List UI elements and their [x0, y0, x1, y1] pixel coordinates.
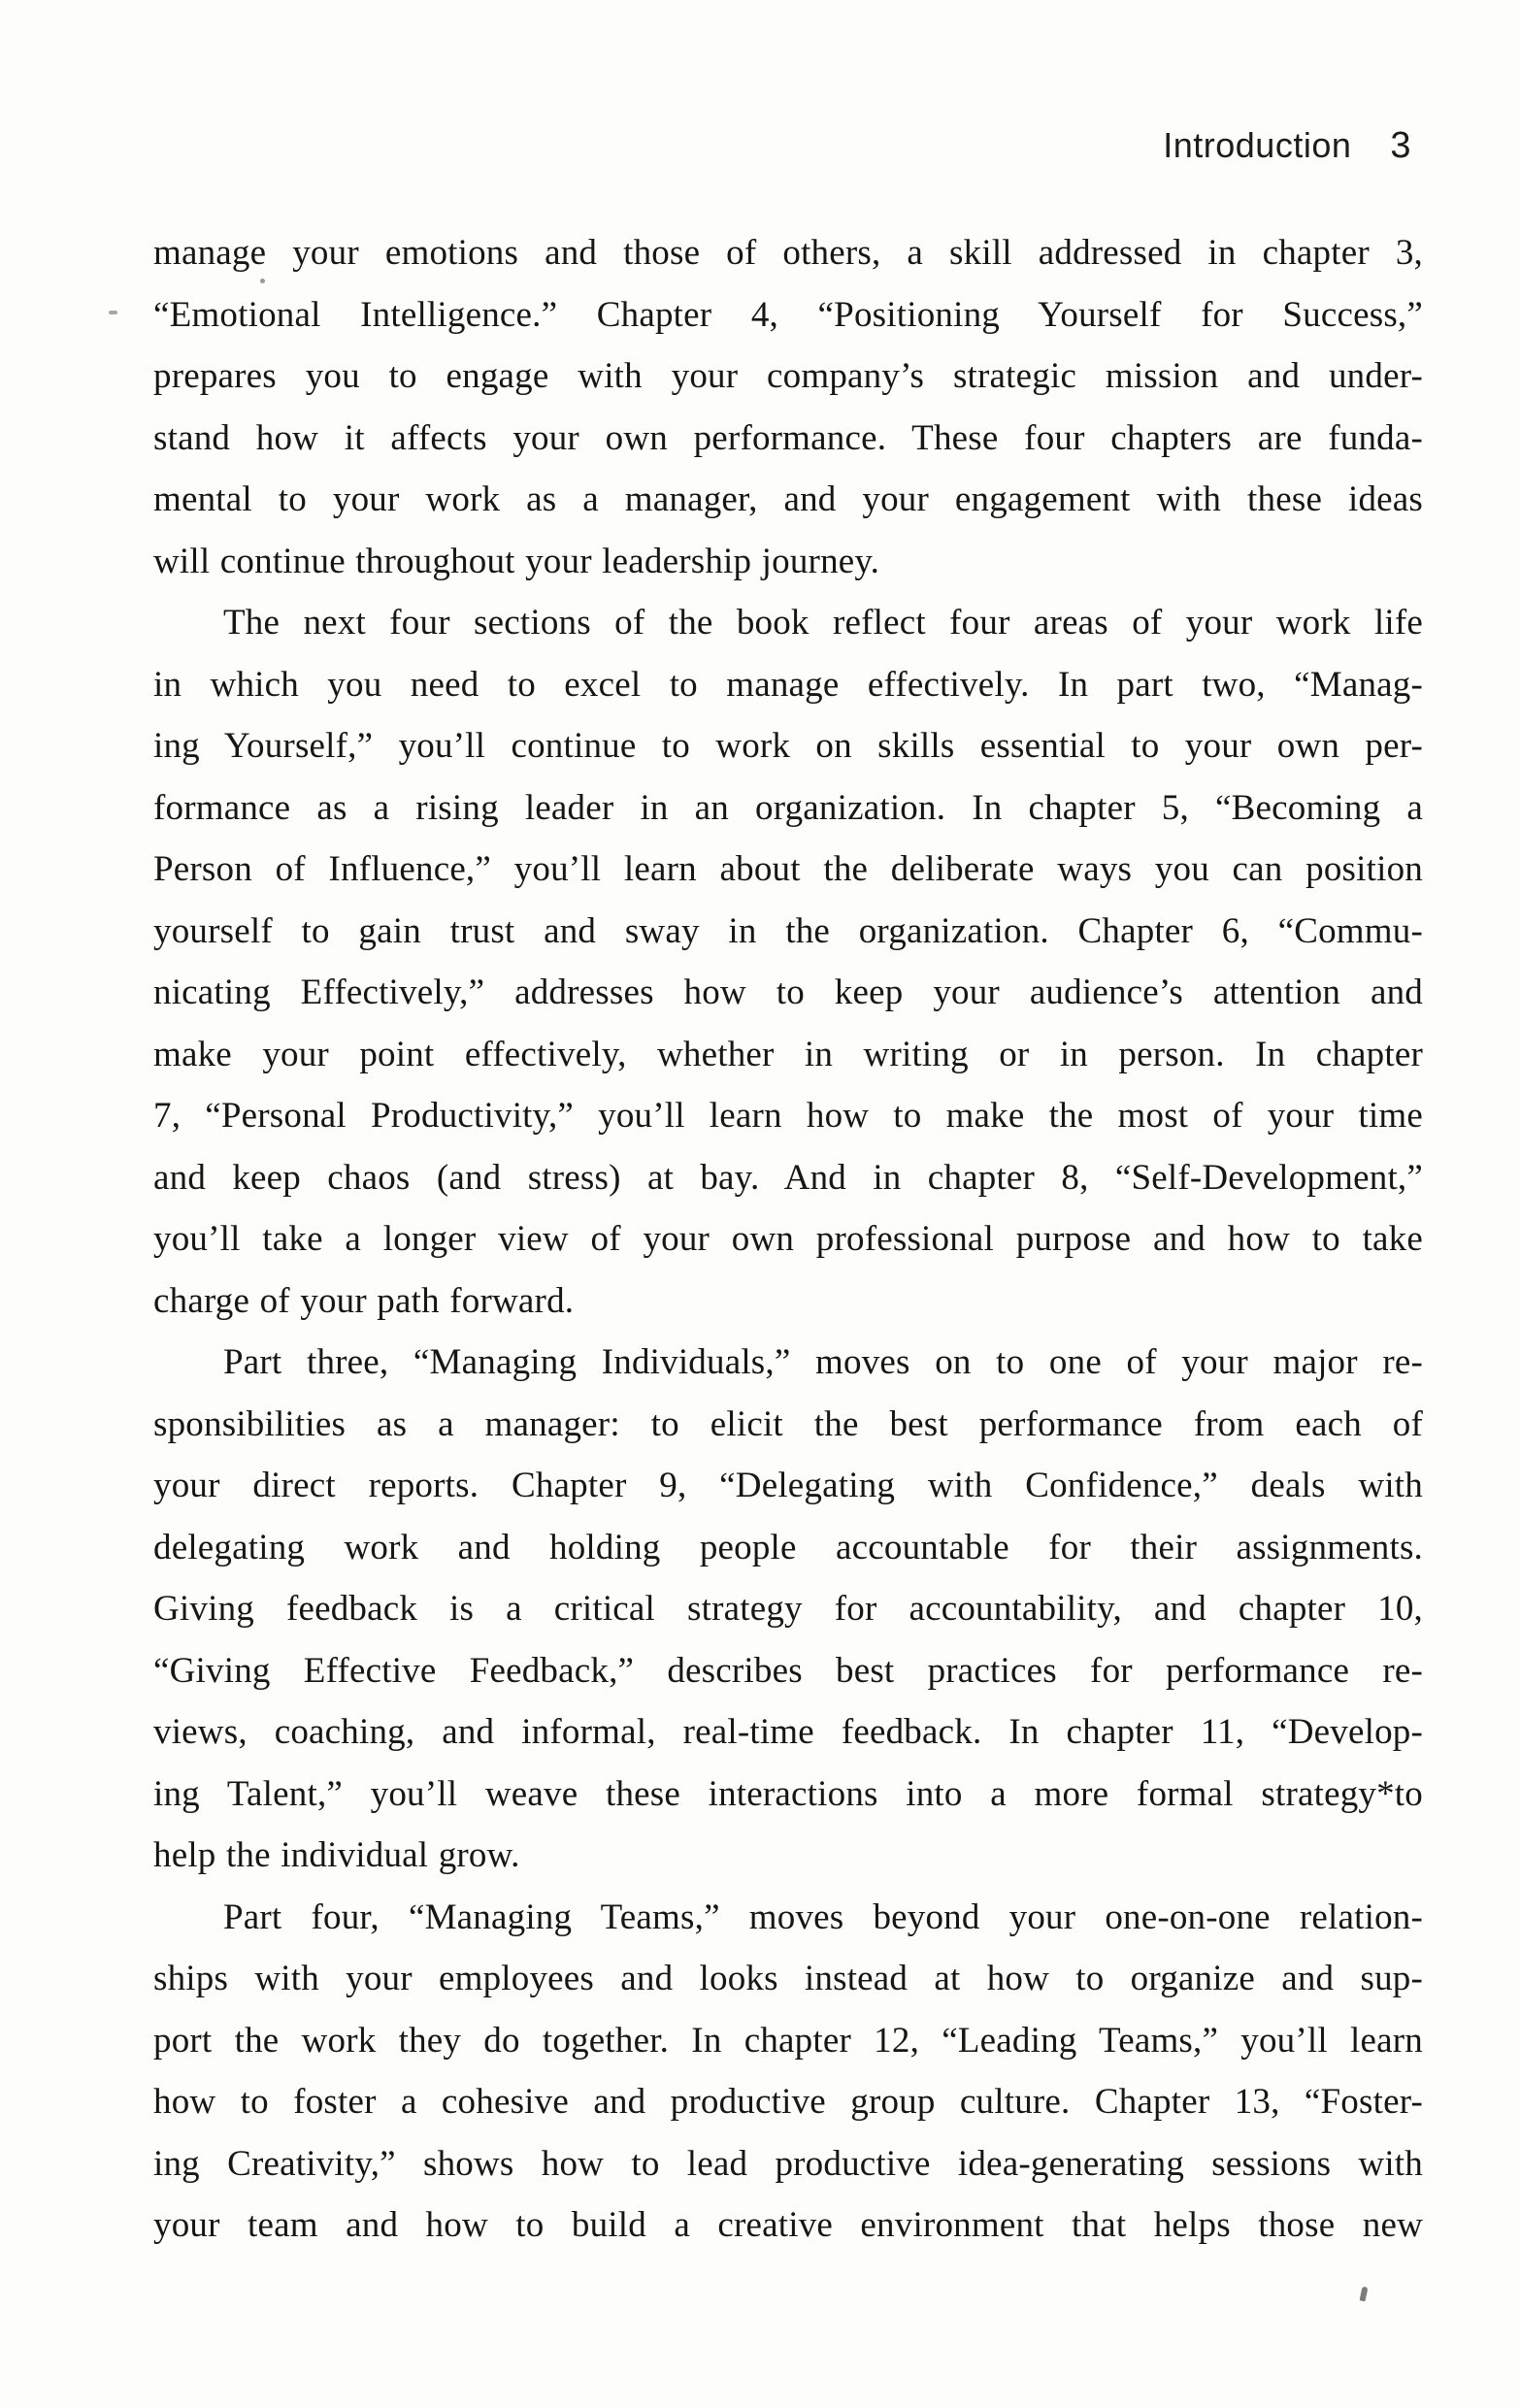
text-line: “Emotional Intelligence.” Chapter 4, “Positioning Yourself for Success,”	[153, 294, 1423, 335]
text-line: charge of your path forward.	[153, 1280, 575, 1321]
text-line: nicating Effectively,” addresses how to keep your audience’s attention and	[153, 973, 1423, 1012]
text-line: how to foster a cohesive and productive group culture. Chapter 13, “Foster-	[153, 2082, 1423, 2122]
scan-artifact-apostrophe	[1360, 2287, 1369, 2302]
text-line: in which you need to excel to manage effectively. In part two, “Manag-	[153, 664, 1423, 705]
page-header	[1163, 126, 1411, 165]
text-line: “Giving Effective Feedback,” describes best practices for performance re-	[153, 1650, 1423, 1691]
page-body	[153, 222, 1423, 2257]
text-line: The next four sections of the book reflect four areas of your work life	[223, 603, 1423, 643]
text-line: help the individual grow.	[153, 1835, 520, 1875]
text-line: port the work they do together. In chapter 12, “Leading Teams,” you’ll learn	[153, 2020, 1423, 2061]
page-number: 3	[1390, 125, 1411, 166]
text-line: Giving feedback is a critical strategy for accountability, and chapter 10,	[153, 1589, 1423, 1629]
text-line: and keep chaos (and stress) at bay. And in chapter 8, “Self-Development,”	[153, 1157, 1423, 1198]
text-line: stand how it affects your own performance. These four chapters are funda-	[153, 417, 1423, 458]
text-line: Part four, “Managing Teams,” moves beyond your one-on-one relation-	[223, 1897, 1423, 1937]
text-line: you’ll take a longer view of your own professional purpose and how to take	[153, 1219, 1423, 1259]
text-line: yourself to gain trust and sway in the organization. Chapter 6, “Commu-	[153, 910, 1423, 951]
text-line: your team and how to build a creative environment that helps those new	[153, 2205, 1423, 2245]
text-line: will continue throughout your leadership journey.	[153, 541, 880, 581]
text-line: prepares you to engage with your company’s strategic mission and under-	[153, 356, 1423, 396]
text-line: your direct reports. Chapter 9, “Delegating with Confidence,” deals with	[153, 1466, 1423, 1505]
text-line: manage your emotions and those of others, a skill addressed in chapter 3,	[153, 233, 1423, 273]
text-line: ing Talent,” you’ll weave these interactions into a more formal strategy*to	[153, 1773, 1423, 1814]
text-line: sponsibilities as a manager: to elicit the best performance from each of	[153, 1403, 1423, 1444]
scan-artifact-dot	[260, 279, 265, 283]
text-line: mental to your work as a manager, and your engagement with these ideas	[153, 479, 1423, 519]
scan-artifact-dash	[109, 311, 117, 314]
text-line: ships with your employees and looks instead at how to organize and sup-	[153, 1959, 1423, 1998]
text-line: Person of Influence,” you’ll learn about the deliberate ways you can position	[153, 849, 1423, 889]
text-line: make your point effectively, whether in writing or in person. In chapter	[153, 1034, 1423, 1074]
running-head-section-title: Introduction	[1163, 125, 1352, 165]
text-line: formance as a rising leader in an organization. In chapter 5, “Becoming a	[153, 787, 1423, 828]
text-line: ing Creativity,” shows how to lead productive idea-generating sessions with	[153, 2143, 1423, 2184]
text-line: delegating work and holding people accountable for their assignments.	[153, 1527, 1423, 1567]
text-line: 7, “Personal Productivity,” you’ll learn how to make the most of your time	[153, 1096, 1423, 1136]
text-line: views, coaching, and informal, real-time feedback. In chapter 11, “Develop-	[153, 1712, 1423, 1752]
text-line: Part three, “Managing Individuals,” moves on to one of your major re-	[223, 1342, 1423, 1382]
text-line: ing Yourself,” you’ll continue to work on skills essential to your own per-	[153, 726, 1423, 766]
